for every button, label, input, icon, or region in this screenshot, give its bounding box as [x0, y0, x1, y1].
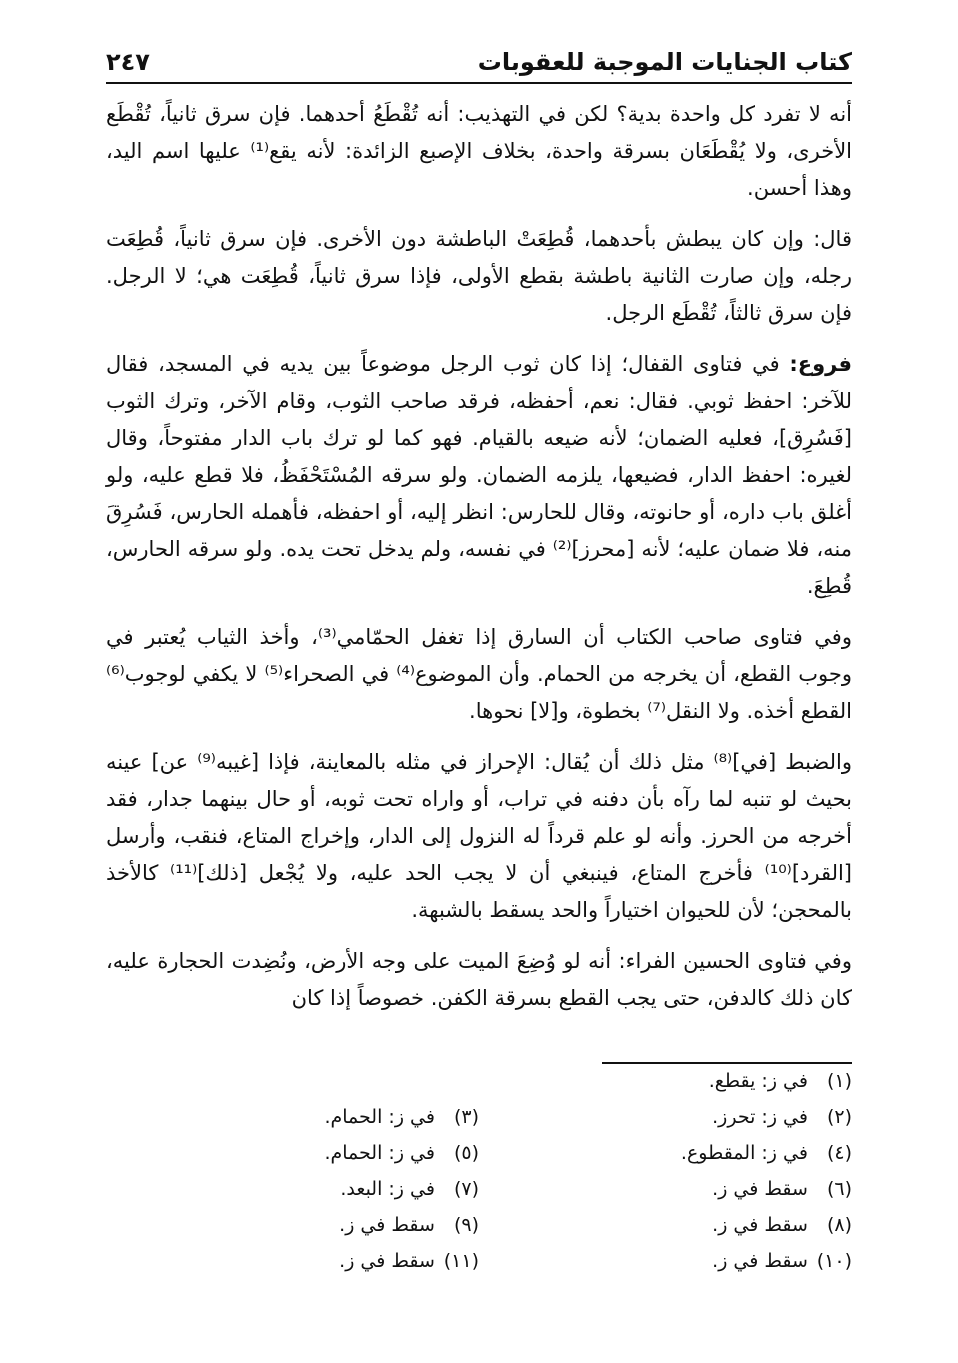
paragraph-text: أنه لا تفرد كل واحدة بدية؟ لكن في التهذيب: أنه تُقْطَعُ أحدهما. فإن سرق ثانياً، تُقْطَع الأخرى، ولا يُقْطَعَان بسرقة واحدة، بخلاف الإصبع الزائدة: لأنه يقع⁽¹⁾ عليها اسم اليد، وهذا أحسن. [106, 102, 853, 200]
footnote: (٨) سقط في ز. [712, 1214, 852, 1236]
paragraph [106, 943, 852, 1017]
footnote: (٣) في ز: الحمام. [324, 1106, 479, 1128]
footnote: (٩) سقط في ز. [339, 1214, 479, 1236]
paragraph-text: وفي فتاوى الحسين الفراء: أنه لو وُضِعَ الميت على وجه الأرض، ونُضِدت الحجارة عليه، كان ذلك كالدفن، حتى يجب القطع بسرقة الكفن. خصوصاً إذا كان [106, 949, 852, 1010]
paragraph [106, 96, 852, 207]
footnote: (٧) في ز: البعد. [340, 1178, 479, 1200]
footnote: (١١) سقط في ز. [339, 1250, 479, 1272]
footnote: (١٠) سقط في ز. [712, 1250, 852, 1272]
footnote-rule [602, 1062, 852, 1064]
paragraph-text: والضبط [في]⁽⁸⁾ مثل ذلك أن يُقال: الإحراز في مثله بالمعاينة، فإذا [غيبه⁽⁹⁾ عن] عينه بحيث لو تنبه لما رآه بأن دفنه في تراب، أو واراه تحت ثوبه، أو حال بينهما جدار، فقد أخرجه من الحرز. وأنه لو علم قرداً له النزول إلى الدار، وإخراج المتاع، فنقب، وأرسل [القرد]⁽¹⁰⁾ فأخرج المتاع، فينبغي أن لا يجب الحد عليه، ولا يُجْعل [ذلك]⁽¹¹⁾ كالأخذ بالمحجن؛ لأن للحيوان اختياراً والحد يسقط بالشبهة. [106, 750, 853, 922]
footnotes [106, 1070, 852, 1286]
footnote: (٥) في ز: الحمام. [324, 1142, 479, 1164]
main-text [106, 96, 852, 1031]
paragraph-text: وفي فتاوى صاحب الكتاب أن السارق إذا تغفل الحمّامي⁽³⁾، وأخذ الثياب يُعتبر في وجوب القطع، أن يخرجه من الحمام. وأن الموضوع⁽⁴⁾ في الصحراء⁽⁵⁾ لا يكفي لوجوب⁽⁶⁾ القطع أخذه. ولا النقل⁽⁷⁾ بخطوة، و[لا] نحوها. [106, 625, 852, 723]
footnote: (١) في ز: يقطع. [708, 1070, 852, 1092]
paragraph [106, 619, 852, 730]
page-number: ٢٤٧ [106, 48, 150, 76]
footnote: (٢) في ز: تحرز. [712, 1106, 852, 1128]
running-title: كتاب الجنايات الموجبة للعقوبات [477, 48, 852, 76]
footnote: (٦) سقط في ز. [712, 1178, 852, 1200]
footnote: (٤) في ز: المقطوع. [680, 1142, 852, 1164]
paragraph-lead: فروع: [789, 352, 852, 376]
header-rule [106, 82, 852, 84]
page-header [106, 40, 852, 76]
paragraph [106, 744, 852, 929]
paragraph-text: قال: وإن كان يبطش بأحدهما، قُطِعَتْ الباطشة دون الأخرى. فإن سرق ثانياً، قُطِعَت رجله، وإن صارت الثانية باطشة بقطع الأولى، فإذا سرق ثانياً، قُطِعَت هي؛ لا الرجل. فإن سرق ثالثاً، تُقْطَع الرجل. [106, 227, 852, 325]
paragraph-text: في فتاوى القفال؛ إذا كان ثوب الرجل موضوعاً بين يديه في المسجد، فقال للآخر: احفظ ثوبي. فقال: نعم، أحفظه، فرقد صاحب الثوب، وقام الآخر، وترك الثوب [فَسُرِق]، فعليه الضمان؛ لأنه ضيعه بالقيام. فهو كما لو ترك باب الدار مفتوحاً، وقال لغيره: احفظ الدار، فضيعها، يلزمه الضمان. ولو سرقه المُسْتَحْفَظُ، فلا قطع عليه، ولو أغلق باب داره، أو حانوته، وقال للحارس: انظر إليه، أو احفظه، فأهمله الحارس، فَسُرِقَ منه، فلا ضمان عليه؛ لأنه [محرز]⁽²⁾ في نفسه، ولم يدخل تحت يده. ولو سرقه الحارس، قُطِعَ. [106, 352, 852, 598]
paragraph [106, 221, 852, 332]
paragraph [106, 346, 852, 605]
